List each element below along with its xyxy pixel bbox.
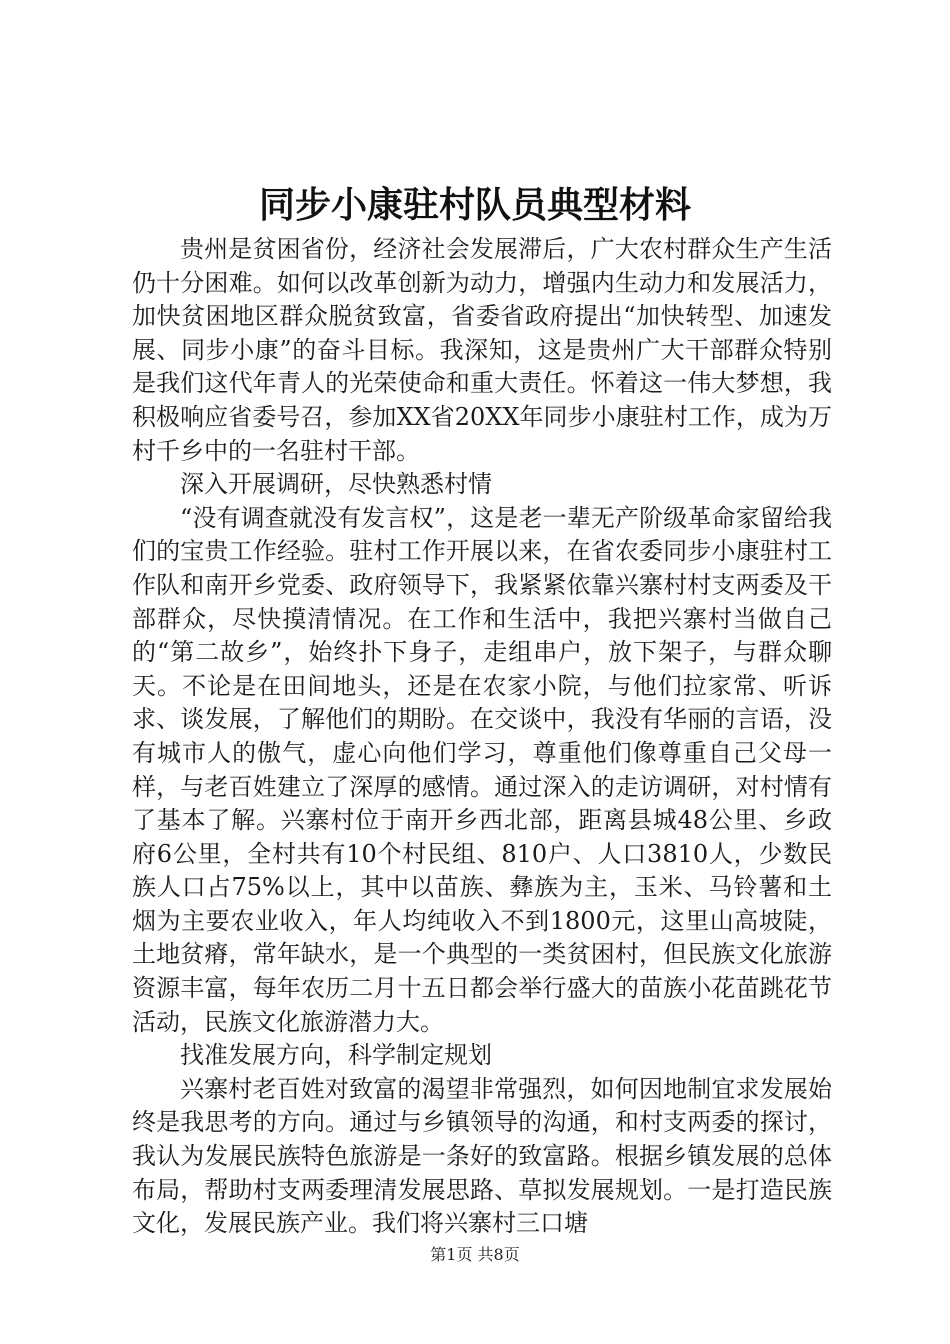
paragraph-intro: 贵州是贫困省份，经济社会发展滞后，广大农村群众生产生活仍十分困难。如何以改革创新为动力，增强内生动力和发展活力，加快贫困地区群众脱贫致富，省委省政府提出“加快转型、加速发展、同步小康”的奋斗目标。我深知，这是贵州广大干部群众特别是我们这代年青人的光荣使命和重大责任。怀着这一伟大梦想，我积极响应省委号召，参加XX省20XX年同步小康驻村工作，成为万村千乡中的一名驻村干部。	[132, 235, 832, 465]
document-title: 同步小康驻村队员典型材料	[258, 184, 691, 226]
paragraph-research: “没有调查就没有发言权”，这是老一辈无产阶级革命家留给我们的宝贵工作经验。驻村工作开展以来，在省农委同步小康驻村工作队和南开乡党委、政府领导下，我紧紧依靠兴寨村村支两委及干部群众，尽快摸清情况。在工作和生活中，我把兴寨村当做自己的“第二故乡”，始终扑下身子，走组串户，放下架子，与群众聊天。不论是在田间地头，还是在农家小院，与他们拉家常、听诉求、谈发展，了解他们的期盼。在交谈中，我没有华丽的言语，没有城市人的傲气，虚心向他们学习，尊重他们像尊重自己父母一样，与老百姓建立了深厚的感情。通过深入的走访调研，对村情有了基本了解。兴寨村位于南开乡西北部，距离县城48公里、乡政府6公里，全村共有10个村民组、810户、人口3810人，少数民族人口占75%以上，其中以苗族、彝族为主，玉米、马铃薯和土烟为主要农业收入，年人均纯收入不到1800元，这里山高坡陡，土地贫瘠，常年缺水，是一个典型的一类贫困村，但民族文化旅游资源丰富，每年农历二月十五日都会举行盛大的苗族小花苗跳花节活动，民族文化旅游潜力大。	[132, 503, 832, 1036]
document-body	[132, 233, 832, 1241]
paragraph-planning: 兴寨村老百姓对致富的渴望非常强烈，如何因地制宜求发展始终是我思考的方向。通过与乡镇领导的沟通，和村支两委的探讨，我认为发展民族特色旅游是一条好的致富路。根据乡镇发展的总体布局，帮助村支两委理清发展思路、草拟发展规划。一是打造民族文化，发展民族产业。我们将兴寨村三口塘	[132, 1074, 832, 1238]
section-heading-research: 深入开展调研，尽快熟悉村情	[180, 470, 492, 499]
page-footer: 第1页 共8页	[430, 1245, 520, 1264]
section-heading-planning: 找准发展方向，科学制定规划	[180, 1041, 492, 1070]
